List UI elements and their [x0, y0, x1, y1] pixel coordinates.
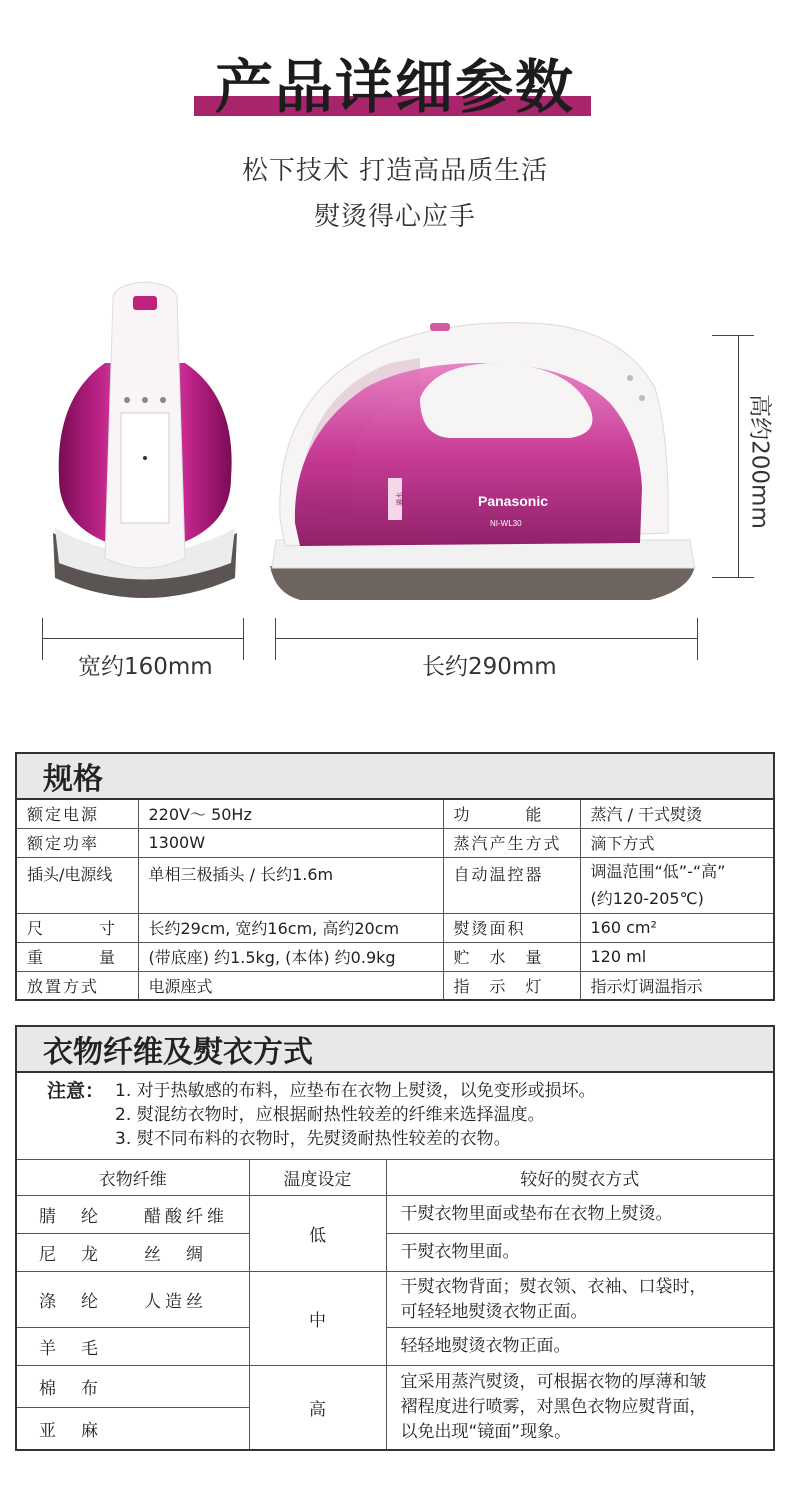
length-dim-tick-left [275, 618, 276, 660]
length-dim-tick-right [697, 618, 698, 660]
height-dim-tick-top [712, 335, 754, 336]
temp-low: 低 [249, 1196, 386, 1272]
height-label: 高约200mm [746, 394, 773, 529]
col-header-fiber: 衣物纤维 [16, 1160, 249, 1196]
spec-title: 规格 [16, 753, 774, 799]
length-dim-line [275, 638, 698, 639]
table-row: 腈 纶 醋酸纤维 低 干熨衣物里面或垫布在衣物上熨烫。 [16, 1196, 774, 1234]
width-label: 宽约160mm [78, 654, 213, 680]
note-label: 注意： [47, 1080, 105, 1102]
iron-side-view-image [270, 318, 700, 606]
table-row: 插头/电源线 单相三极插头 / 长约1.6m 自动温控器 调温范围“低”-“高” (约120-205℃) [16, 857, 774, 913]
tank-label: 满水 [396, 492, 404, 506]
col-header-method: 较好的熨衣方式 [386, 1160, 774, 1196]
iron-front-view-image [45, 278, 245, 620]
table-row: 重 量 (带底座) 约1.5kg, (本体) 约0.9kg 贮 水 量 120 ml [16, 942, 774, 971]
length-label: 长约290mm [422, 654, 557, 680]
temp-range-sub: (约120-205℃) [590, 889, 704, 908]
fiber-table [15, 1025, 775, 1451]
title-block [0, 38, 790, 128]
table-row: 涤 纶 人造丝 中 干熨衣物背面；熨衣领、衣袖、口袋时， 可轻轻地熨烫衣物正面。 [16, 1272, 774, 1328]
temp-range-text: 调温范围“低”-“高” [590, 862, 726, 881]
note-item: 1. 对于热敏感的布料，应垫布在衣物上熨烫，以免变形或损坏。 [115, 1081, 596, 1101]
subtitle-2: 熨烫得心应手 [313, 202, 476, 232]
width-dim-tick-right [243, 618, 244, 660]
table-row: 放置方式 电源座式 指 示 灯 指示灯调温指示 [16, 971, 774, 1000]
width-dim-tick-left [42, 618, 43, 660]
note-item: 2. 熨混纺衣物时，应根据耐热性较差的纤维来选择温度。 [115, 1105, 545, 1125]
subtitle-1: 松下技术 打造高品质生活 [241, 156, 549, 186]
width-dim-line [42, 638, 244, 639]
table-row: 羊 毛 轻轻地熨烫衣物正面。 [16, 1328, 774, 1366]
spec-table [15, 752, 775, 1001]
table-row: 额定电源 220V～ 50Hz 功 能 蒸汽 / 干式熨烫 [16, 799, 774, 828]
model-text: NI-WL30 [490, 519, 522, 528]
table-row: 亚 麻 [16, 1408, 774, 1450]
notes-block [16, 1072, 774, 1160]
table-row: 尼 龙 丝 绸 干熨衣物里面。 [16, 1234, 774, 1272]
table-row: 尺 寸 长约29cm, 宽约16cm, 高约20cm 熨烫面积 160 cm² [16, 913, 774, 942]
table-row: 棉 布 高 宜采用蒸汽熨烫，可根据衣物的厚薄和皱 褶程度进行喷雾，对黑色衣物应熨背面， 以免出现“镜面”现象。 [16, 1366, 774, 1408]
height-dim-tick-bottom [712, 577, 754, 578]
temp-mid: 中 [249, 1272, 386, 1366]
temp-high: 高 [249, 1366, 386, 1451]
brand-logo-text: Panasonic [478, 493, 549, 509]
fiber-title: 衣物纤维及熨衣方式 [16, 1026, 774, 1072]
table-row: 额定功率 1300W 蒸汽产生方式 滴下方式 [16, 828, 774, 857]
height-dim-line [738, 335, 739, 578]
col-header-temp: 温度设定 [249, 1160, 386, 1196]
note-item: 3. 熨不同布料的衣物时，先熨烫耐热性较差的衣物。 [115, 1129, 511, 1149]
page-title: 产品详细参数 [214, 53, 575, 121]
